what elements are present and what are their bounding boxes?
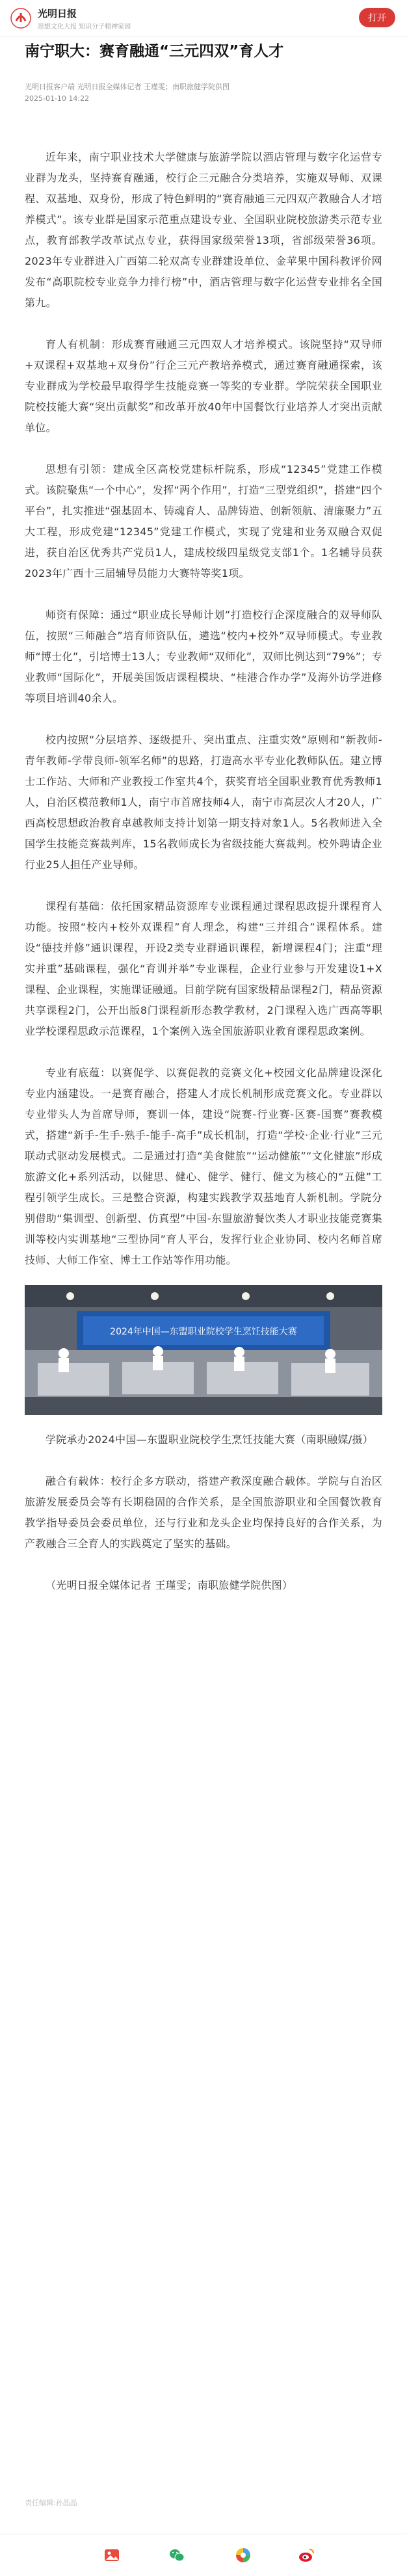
guangming-logo-icon: [10, 8, 31, 29]
brand-slogan: 思想文化大报 知识分子精神家园: [38, 23, 131, 31]
photo-banner-text: 2024年中国—东盟职业院校学生烹饪技能大赛: [110, 1327, 297, 1337]
article-paragraph: 课程有基础：依托国家精品资源库专业课程通过课程思政提升课程育人功能。按照“校内+校外双课程”育人理念，构建“三并组合”课程体系。建设“德技并修”通识课程，开设2类专业群通识课程，新增课程4门；注重“理实并重”基础课程，强化“育训并举”专业课程，企业行业参与开发建设1+X课程、企业课程，实施课证融通。目前学院有国家级精品课程2门，精品资源共享课程2门，公开出版8门课程新形态教学教材，2门课程入选广西高等职业学校课程思政示范课程，1个案例入选全国旅游职业教育课程思政案例。: [25, 900, 382, 1037]
app-banner: [0, 0, 407, 37]
article-paragraph: 近年来，南宁职业技术大学健康与旅游学院以酒店管理与数字化运营专业群为龙头，坚持赛育融通，校行企三元融合分类培养，实施双导师、双课程、双基地、双身份，形成了特色鲜明的“赛育融通三元四双产教融合人才培养模式”。该专业群是国家示范重点建设专业、全国职业院校旅游类示范专业点，教育部教学改革试点专业，获得国家级荣誉13项，省部级荣誉36项。2023年专业群进入广西第二轮双高专业群建设单位、金苹果中国科教评价网发布“高职院校专业竞争力排行榜”中，酒店管理与数字化运营专业排名全国第九。: [25, 151, 382, 309]
article-credit: （光明日报全媒体记者 王瑾雯；南职旅健学院供图）: [46, 1579, 293, 1591]
photo-caption: 学院承办2024中国—东盟职业院校学生烹饪技能大赛（南职融媒/摄）: [46, 1433, 374, 1446]
editor-credit: 责任编辑:孙晶晶: [25, 2499, 77, 2507]
article: [25, 40, 382, 1596]
article-paragraph: 思想有引领：建成全区高校党建标杆院系，形成“12345”党建工作模式。该院聚焦“一个中心”，发挥“两个作用”，打造“三型党组织”，搭建“四个平台”，扎实推进“强基固本、铸魂育人、品牌铸造、创新领航、清廉聚力”五大工程，形成党建“12345”党建工作模式，实现了党建和业务双融合双促进，获自治区优秀共产党员1人，建成校级四星级党支部1个。1名辅导员获2023年广西十三届辅导员能力大赛特等奖1项。: [25, 463, 382, 579]
brand-name: 光明日报: [38, 8, 77, 20]
article-title: 南宁职大：赛育融通“三元四双”育人才: [25, 43, 284, 60]
wechat-icon[interactable]: [168, 2546, 186, 2564]
article-paragraph: 校内按照“分层培养、逐级提升、突出重点、注重实效”原则和“新教师-青年教师-学带良师-领军名师”的思路，打造高水平专业化教师队伍。建立博士工作站、大师和产业教授工作室共4个，获奖育培全国职业教育优秀教师1人，自治区模范教师1人，南宁市首席技师4人，南宁市高层次人才20人，广西高校思想政治教育卓越教师支持计划第一期支持对象1人。5名教师进入全国学生技能竞赛裁判库，15名教师成长为省级技能大赛裁判。校外聘请企业行业25人担任产业导师。: [25, 734, 382, 871]
article-meta: 光明日报客户端 光明日报全媒体记者 王瑾雯；南职旅健学院供图: [25, 83, 230, 91]
open-app-button[interactable]: 打开: [359, 8, 395, 27]
moments-icon[interactable]: [234, 2546, 252, 2564]
competition-hall-photo-icon: [25, 1285, 382, 1415]
article-date: 2025-01-10 14:22: [25, 94, 90, 103]
weibo-image-icon[interactable]: [103, 2546, 121, 2564]
article-paragraph: 育人有机制：形成赛育融通三元四双人才培养模式。该院坚持“双导师+双课程+双基地+双身份”行企三元产教培养模式，通过赛育融通探索，该专业群成为学校最早取得学生技能竞赛一等奖的专业群。学院荣获全国职业院校技能大赛“突出贡献奖”和改革开放40年中国餐饮行业培养人才突出贡献单位。: [25, 338, 382, 434]
share-bar: [0, 2534, 407, 2576]
article-paragraph: 融合有载体：校行企多方联动，搭建产教深度融合载体。学院与自治区旅游发展委员会等有长期稳固的合作关系，是全国旅游职业和全国餐饮教育教学指导委员会委员单位，还与行业和龙头企业均保持良好的合作关系，为产教融合三全育人的实践奠定了坚实的基础。: [25, 1475, 382, 1550]
sina-weibo-icon[interactable]: [298, 2546, 316, 2564]
article-photo: [25, 1285, 382, 1415]
article-paragraph: 师资有保障：通过“职业成长导师计划”打造校行企深度融合的双导师队伍，按照“三师融合”培育师资队伍，遴选“校内+校外”双导师模式。专业教师“博士化”，引培博士13人；专业教师“双师化”，双师比例达到“79%”；专业教师“国际化”，开展美国饭店课程模块、“桂港合作办学”及海外访学进修等项目培训40余人。: [25, 609, 382, 704]
article-paragraph: 专业有底蕴：以赛促学、以赛促教的竞赛文化+校园文化品牌建设深化专业内涵建设。一是赛育融合，搭建人才成长机制形成竞赛文化。专业群以专业带头人为首席导师，赛训一体，建设“院赛-行业赛-区赛-国赛”赛教模式，搭建“新手-生手-熟手-能手-高手”成长机制，打造“学校·企业·行业”三元联动式驱动发展模式。二是通过打造“美食健旅”“运动健旅”“文化健旅”形成旅游文化+系列活动，以健思、健心、健学、健行、健文为核心的“五健”工程引领学生成长。三是整合资源，构建实践教学双基地育人新机制。学院分别借助“集训型、创新型、仿真型”中国-东盟旅游餐饮类人才职业技能竞赛集训等校内实训基地“三型协同”育人平台，发挥行业企业协同、校内名师首席技师、大师工作室、博士工作站等作用功能。: [25, 1067, 382, 1266]
